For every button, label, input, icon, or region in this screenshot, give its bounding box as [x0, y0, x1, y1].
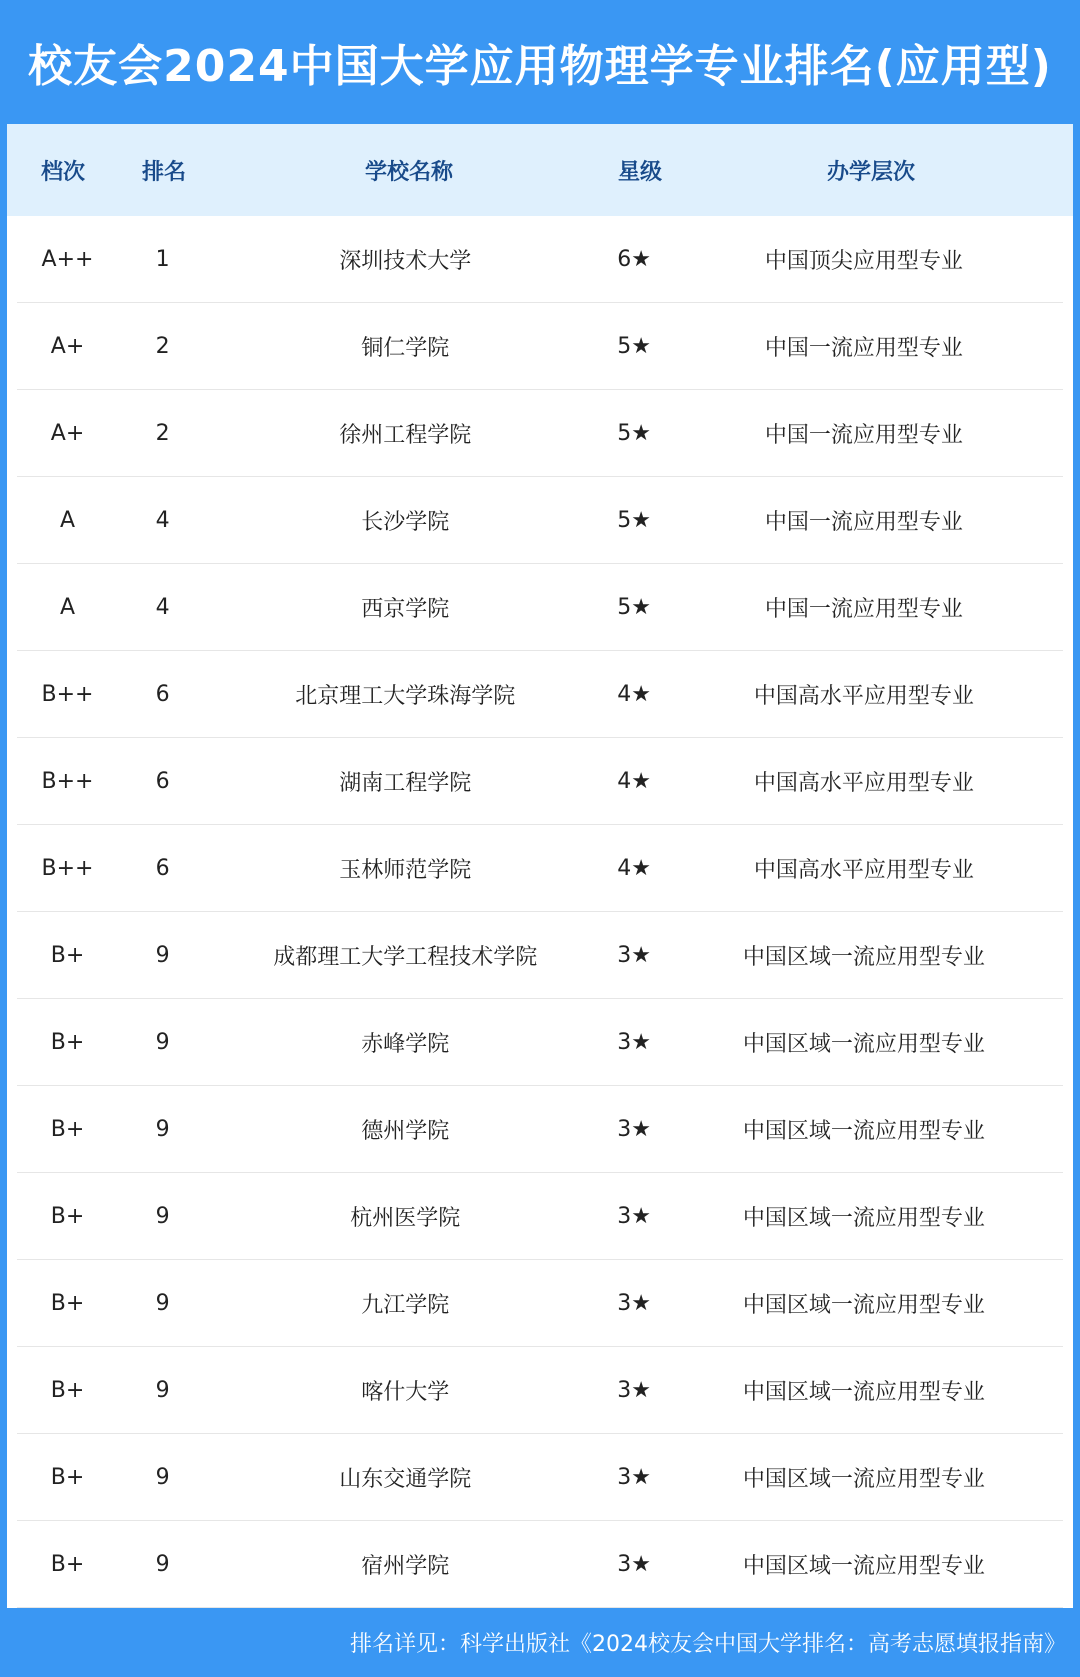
cell-school-name: 铜仁学院: [361, 335, 450, 361]
cell-level: 中国高水平应用型专业: [753, 683, 974, 709]
cell-tier: B+: [50, 1203, 85, 1229]
column-header-school: 学校名称: [364, 159, 453, 185]
table-row: [17, 1434, 1063, 1521]
cell-stars: 3★: [617, 1203, 651, 1229]
cell-stars: 5★: [617, 420, 651, 446]
cell-tier: B+: [50, 1377, 85, 1403]
cell-level: 中国高水平应用型专业: [753, 770, 974, 796]
cell-tier: B+: [50, 1464, 85, 1490]
cell-level: 中国区域一流应用型专业: [742, 1118, 985, 1144]
table-row: [17, 825, 1063, 912]
cell-rank: 9: [155, 1377, 170, 1403]
cell-school-name: 成都理工大学工程技术学院: [273, 944, 538, 970]
source-footnote: 排名详见：科学出版社《2024校友会中国大学排名：高考志愿填报指南》: [350, 1632, 1066, 1657]
cell-level: 中国一流应用型专业: [764, 596, 963, 622]
table-header: [7, 124, 1073, 216]
cell-rank: 9: [155, 1203, 170, 1229]
cell-rank: 9: [155, 1029, 170, 1055]
cell-rank: 4: [155, 507, 170, 533]
table-row: [17, 564, 1063, 651]
cell-level: 中国高水平应用型专业: [753, 857, 974, 883]
table-row: [17, 1347, 1063, 1434]
cell-level: 中国区域一流应用型专业: [742, 1466, 985, 1492]
cell-level: 中国一流应用型专业: [764, 335, 963, 361]
cell-level: 中国区域一流应用型专业: [742, 1553, 985, 1579]
cell-rank: 9: [155, 942, 170, 968]
cell-rank: 2: [155, 333, 170, 359]
table-row: [17, 651, 1063, 738]
cell-stars: 4★: [617, 855, 651, 881]
cell-level: 中国区域一流应用型专业: [742, 944, 985, 970]
cell-level: 中国一流应用型专业: [764, 509, 963, 535]
cell-school-name: 杭州医学院: [350, 1205, 461, 1231]
cell-stars: 3★: [617, 1377, 651, 1403]
cell-stars: 5★: [617, 507, 651, 533]
table-body: [7, 216, 1073, 1608]
cell-rank: 6: [155, 768, 170, 794]
cell-tier: A: [59, 507, 76, 533]
cell-level: 中国区域一流应用型专业: [742, 1292, 985, 1318]
cell-level: 中国区域一流应用型专业: [742, 1379, 985, 1405]
cell-rank: 9: [155, 1290, 170, 1316]
cell-tier: B+: [50, 1290, 85, 1316]
cell-tier: B++: [41, 681, 94, 707]
table-row: [17, 1086, 1063, 1173]
cell-school-name: 湖南工程学院: [339, 770, 472, 796]
cell-school-name: 宿州学院: [361, 1553, 450, 1579]
cell-school-name: 徐州工程学院: [339, 422, 472, 448]
table-row: [17, 738, 1063, 825]
table-row: [17, 1260, 1063, 1347]
cell-rank: 9: [155, 1551, 170, 1577]
cell-level: 中国区域一流应用型专业: [742, 1205, 985, 1231]
cell-tier: B+: [50, 942, 85, 968]
cell-school-name: 北京理工大学珠海学院: [295, 683, 516, 709]
cell-school-name: 深圳技术大学: [339, 248, 472, 274]
cell-school-name: 西京学院: [361, 596, 450, 622]
cell-rank: 6: [155, 855, 170, 881]
cell-rank: 9: [155, 1464, 170, 1490]
table-row: [17, 477, 1063, 564]
cell-rank: 2: [155, 420, 170, 446]
page-title: 校友会2024中国大学应用物理学专业排名(应用型): [28, 41, 1052, 92]
cell-tier: A++: [41, 246, 94, 272]
cell-stars: 4★: [617, 681, 651, 707]
table-row: [17, 1521, 1063, 1608]
cell-rank: 9: [155, 1116, 170, 1142]
cell-level: 中国区域一流应用型专业: [742, 1031, 985, 1057]
cell-stars: 5★: [617, 333, 651, 359]
cell-school-name: 喀什大学: [361, 1379, 450, 1405]
cell-stars: 3★: [617, 1551, 651, 1577]
cell-tier: B+: [50, 1551, 85, 1577]
cell-tier: A: [59, 594, 76, 620]
cell-school-name: 九江学院: [361, 1292, 450, 1318]
cell-tier: B++: [41, 768, 94, 794]
table-row: [17, 1173, 1063, 1260]
cell-level: 中国一流应用型专业: [764, 422, 963, 448]
cell-school-name: 赤峰学院: [361, 1031, 450, 1057]
cell-tier: B+: [50, 1029, 85, 1055]
cell-tier: B++: [41, 855, 94, 881]
column-header-stars: 星级: [617, 159, 662, 185]
cell-school-name: 德州学院: [361, 1118, 450, 1144]
cell-stars: 3★: [617, 1464, 651, 1490]
ranking-table: [7, 124, 1073, 1608]
table-row: [17, 390, 1063, 477]
column-header-level: 办学层次: [826, 159, 915, 185]
column-header-tier: 档次: [40, 159, 85, 185]
cell-stars: 3★: [617, 1290, 651, 1316]
cell-tier: B+: [50, 1116, 85, 1142]
cell-school-name: 长沙学院: [361, 509, 450, 535]
cell-school-name: 玉林师范学院: [339, 857, 472, 883]
table-row: [17, 216, 1063, 303]
cell-level: 中国顶尖应用型专业: [764, 248, 963, 274]
cell-stars: 6★: [617, 246, 651, 272]
column-header-rank: 排名: [141, 159, 186, 185]
cell-rank: 4: [155, 594, 170, 620]
cell-stars: 3★: [617, 1116, 651, 1142]
cell-rank: 1: [155, 246, 170, 272]
cell-tier: A+: [50, 333, 85, 359]
cell-school-name: 山东交通学院: [339, 1466, 472, 1492]
cell-stars: 3★: [617, 1029, 651, 1055]
cell-stars: 4★: [617, 768, 651, 794]
cell-rank: 6: [155, 681, 170, 707]
cell-tier: A+: [50, 420, 85, 446]
table-row: [17, 999, 1063, 1086]
table-row: [17, 303, 1063, 390]
cell-stars: 5★: [617, 594, 651, 620]
table-row: [17, 912, 1063, 999]
cell-stars: 3★: [617, 942, 651, 968]
